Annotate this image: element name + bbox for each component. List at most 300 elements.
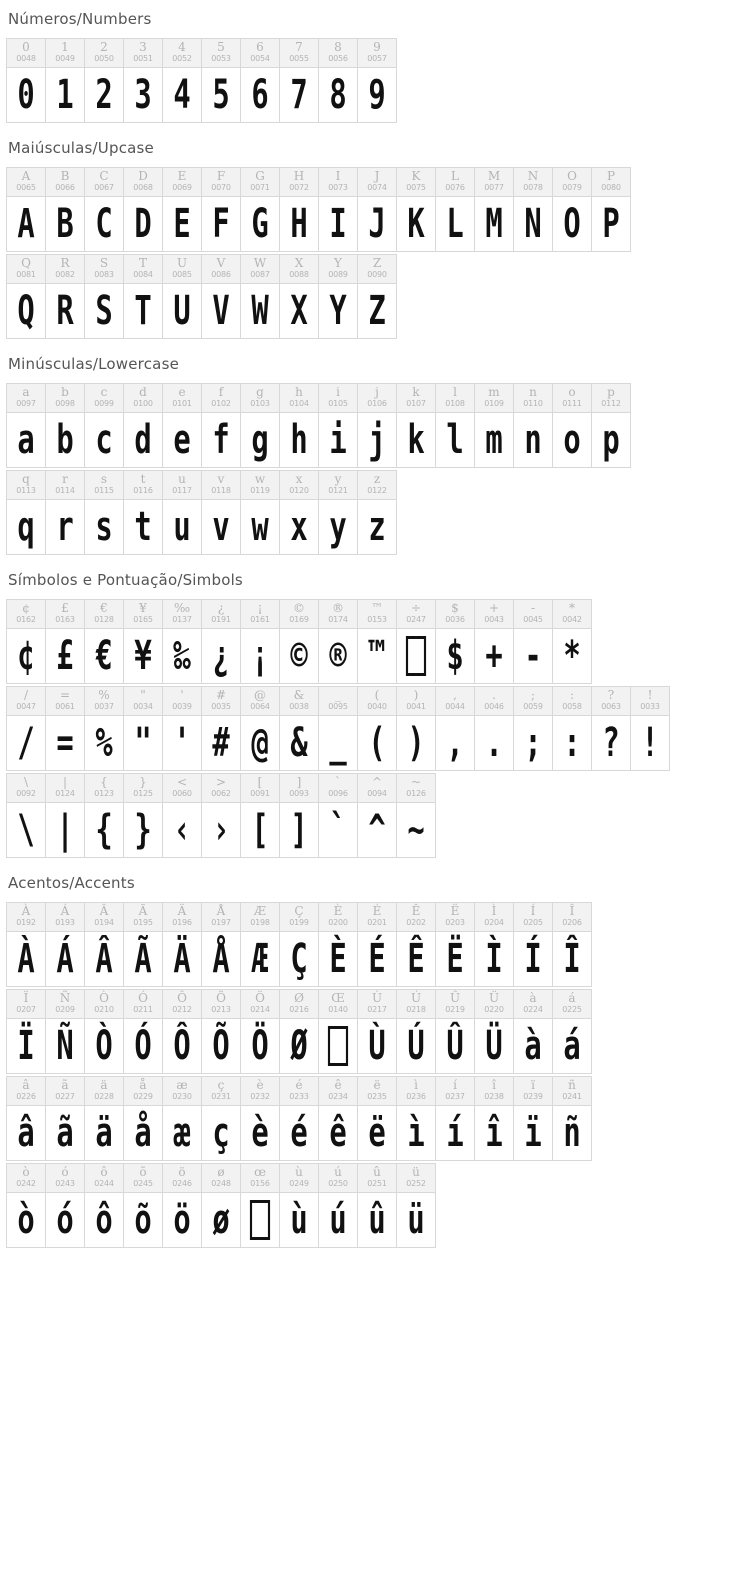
glyph-preview-char: J bbox=[368, 201, 386, 247]
glyph-cell[interactable] bbox=[45, 167, 85, 252]
glyph-preview-char: C bbox=[95, 201, 113, 247]
glyph-code-label: 0078 bbox=[523, 183, 543, 192]
glyph-preview bbox=[358, 803, 396, 857]
glyph-char-label: Ñ bbox=[59, 991, 71, 1005]
glyph-cell[interactable] bbox=[318, 989, 358, 1074]
glyph-cell[interactable] bbox=[123, 599, 163, 684]
glyph-cell[interactable] bbox=[591, 167, 631, 252]
glyph-preview bbox=[358, 1019, 396, 1073]
glyph-cell[interactable] bbox=[84, 902, 124, 987]
glyph-cell[interactable] bbox=[474, 989, 514, 1074]
glyph-preview bbox=[85, 803, 123, 857]
glyph-cell[interactable] bbox=[162, 989, 202, 1074]
glyph-cell[interactable] bbox=[474, 902, 514, 987]
glyph-cell[interactable] bbox=[6, 470, 46, 555]
glyph-cell[interactable] bbox=[357, 38, 397, 123]
glyph-cell[interactable] bbox=[357, 902, 397, 987]
glyph-header bbox=[85, 600, 123, 629]
glyph-cell[interactable] bbox=[279, 599, 319, 684]
glyph-char-label: A bbox=[21, 169, 31, 183]
glyph-cell[interactable] bbox=[396, 1163, 436, 1248]
glyph-cell[interactable] bbox=[84, 686, 124, 771]
glyph-cell[interactable] bbox=[240, 989, 280, 1074]
glyph-cell[interactable] bbox=[279, 686, 319, 771]
glyph-cell[interactable] bbox=[240, 470, 280, 555]
glyph-preview bbox=[280, 716, 318, 770]
glyph-cell[interactable] bbox=[279, 989, 319, 1074]
glyph-cell[interactable] bbox=[84, 989, 124, 1074]
glyph-cell[interactable] bbox=[201, 902, 241, 987]
glyph-preview bbox=[280, 629, 318, 683]
glyph-cell[interactable] bbox=[552, 989, 592, 1074]
glyph-preview bbox=[319, 629, 357, 683]
glyph-cell[interactable] bbox=[6, 686, 46, 771]
glyph-header bbox=[397, 1164, 435, 1193]
glyph-cell[interactable] bbox=[45, 254, 85, 339]
glyph-cell[interactable] bbox=[279, 773, 319, 858]
glyph-cell[interactable] bbox=[201, 254, 241, 339]
glyph-code-label: 0103 bbox=[250, 399, 270, 408]
glyph-header bbox=[319, 687, 357, 716]
glyph-cell[interactable] bbox=[435, 1076, 475, 1161]
glyph-cell[interactable] bbox=[513, 902, 553, 987]
glyph-cell[interactable] bbox=[123, 38, 163, 123]
glyph-cell[interactable] bbox=[552, 383, 592, 468]
glyph-cell[interactable] bbox=[396, 599, 436, 684]
glyph-cell[interactable] bbox=[84, 773, 124, 858]
glyph-cell[interactable] bbox=[396, 686, 436, 771]
glyph-code-label: 0128 bbox=[94, 615, 114, 624]
glyph-cell[interactable] bbox=[45, 599, 85, 684]
glyph-cell[interactable] bbox=[279, 254, 319, 339]
glyph-cell[interactable] bbox=[552, 902, 592, 987]
glyph-section bbox=[0, 864, 730, 1248]
glyph-cell[interactable] bbox=[123, 1163, 163, 1248]
glyph-code-label: 0083 bbox=[94, 270, 114, 279]
glyph-header bbox=[202, 255, 240, 284]
glyph-code-label: 0100 bbox=[133, 399, 153, 408]
glyph-cell[interactable] bbox=[84, 599, 124, 684]
glyph-char-label: ã bbox=[61, 1078, 69, 1092]
glyph-cell[interactable] bbox=[162, 773, 202, 858]
glyph-cell[interactable] bbox=[552, 599, 592, 684]
glyph-cell[interactable] bbox=[84, 167, 124, 252]
glyph-code-label: 0216 bbox=[289, 1005, 309, 1014]
glyph-cell[interactable] bbox=[357, 254, 397, 339]
glyph-cell[interactable] bbox=[396, 989, 436, 1074]
glyph-header bbox=[46, 903, 84, 932]
glyph-preview bbox=[358, 716, 396, 770]
glyph-row bbox=[6, 254, 730, 339]
glyph-header bbox=[319, 39, 357, 68]
glyph-preview-char: Y bbox=[329, 288, 347, 334]
glyph-preview bbox=[280, 197, 318, 251]
glyph-cell[interactable] bbox=[201, 1163, 241, 1248]
glyph-cell[interactable] bbox=[279, 1076, 319, 1161]
glyph-code-label: 0053 bbox=[211, 54, 231, 63]
glyph-header bbox=[46, 1164, 84, 1193]
glyph-cell[interactable] bbox=[240, 38, 280, 123]
glyph-cell[interactable] bbox=[552, 167, 592, 252]
glyph-cell[interactable] bbox=[201, 470, 241, 555]
glyph-header bbox=[319, 903, 357, 932]
glyph-cell[interactable] bbox=[123, 686, 163, 771]
glyph-char-label: ä bbox=[100, 1078, 108, 1092]
glyph-cell[interactable] bbox=[123, 902, 163, 987]
glyph-row bbox=[6, 599, 730, 684]
glyph-cell[interactable] bbox=[318, 902, 358, 987]
glyph-cell[interactable] bbox=[45, 383, 85, 468]
glyph-code-label: 0224 bbox=[523, 1005, 543, 1014]
glyph-cell[interactable] bbox=[6, 1163, 46, 1248]
glyph-preview bbox=[397, 197, 435, 251]
section-title: Maiúsculas/Upcase bbox=[8, 139, 154, 157]
glyph-preview bbox=[46, 803, 84, 857]
glyph-cell[interactable] bbox=[123, 383, 163, 468]
glyph-section bbox=[0, 129, 730, 339]
glyph-cell[interactable] bbox=[396, 902, 436, 987]
glyph-header bbox=[436, 687, 474, 716]
glyph-cell[interactable] bbox=[45, 38, 85, 123]
glyph-cell[interactable] bbox=[201, 599, 241, 684]
glyph-header bbox=[358, 903, 396, 932]
glyph-cell[interactable] bbox=[357, 1163, 397, 1248]
glyph-code-label: 0072 bbox=[289, 183, 309, 192]
glyph-cell[interactable] bbox=[162, 1076, 202, 1161]
glyph-char-label: Ê bbox=[411, 904, 421, 918]
glyph-preview bbox=[163, 413, 201, 467]
glyph-cell[interactable] bbox=[396, 1076, 436, 1161]
glyph-preview-char: { bbox=[95, 807, 113, 853]
glyph-char-label: S bbox=[99, 256, 109, 270]
glyph-preview bbox=[436, 1019, 474, 1073]
glyph-cell[interactable] bbox=[357, 167, 397, 252]
glyph-preview-char: ë bbox=[368, 1110, 386, 1156]
glyph-cell[interactable] bbox=[396, 167, 436, 252]
glyph-code-label: 0202 bbox=[406, 918, 426, 927]
glyph-cell[interactable] bbox=[6, 1076, 46, 1161]
glyph-cell[interactable] bbox=[6, 599, 46, 684]
glyph-cell[interactable] bbox=[318, 1076, 358, 1161]
glyph-char-label: Ã bbox=[138, 904, 148, 918]
section-title: Símbolos e Pontuação/Simbols bbox=[8, 571, 243, 589]
glyph-char-label: / bbox=[23, 688, 29, 702]
glyph-code-label: 0059 bbox=[523, 702, 543, 711]
glyph-preview bbox=[163, 803, 201, 857]
glyph-char-label: j bbox=[375, 385, 379, 399]
glyph-cell[interactable] bbox=[435, 902, 475, 987]
glyph-code-label: 0195 bbox=[133, 918, 153, 927]
glyph-char-label: 2 bbox=[100, 40, 108, 54]
glyph-cell[interactable] bbox=[513, 686, 553, 771]
glyph-cell[interactable] bbox=[45, 773, 85, 858]
glyph-code-label: 0102 bbox=[211, 399, 231, 408]
glyph-code-label: 0084 bbox=[133, 270, 153, 279]
glyph-cell[interactable] bbox=[591, 383, 631, 468]
glyph-cell[interactable] bbox=[45, 1163, 85, 1248]
glyph-preview-char: S bbox=[95, 288, 113, 334]
glyph-preview-char: ö bbox=[173, 1197, 191, 1243]
glyph-char-label: { bbox=[100, 775, 108, 789]
glyph-cell[interactable] bbox=[162, 38, 202, 123]
glyph-header bbox=[397, 384, 435, 413]
glyph-preview-char: Û bbox=[446, 1023, 464, 1069]
glyph-cell[interactable] bbox=[357, 773, 397, 858]
glyph-cell[interactable] bbox=[474, 599, 514, 684]
glyph-char-label: Æ bbox=[253, 904, 266, 918]
glyph-cell[interactable] bbox=[279, 167, 319, 252]
glyph-header bbox=[202, 384, 240, 413]
glyph-preview bbox=[7, 284, 45, 338]
glyph-cell[interactable] bbox=[240, 686, 280, 771]
glyph-preview-char: Ä bbox=[173, 936, 191, 982]
glyph-cell[interactable] bbox=[513, 383, 553, 468]
glyph-cell[interactable] bbox=[513, 1076, 553, 1161]
glyph-cell[interactable] bbox=[552, 1076, 592, 1161]
glyph-cell[interactable] bbox=[240, 1076, 280, 1161]
glyph-char-label: è bbox=[256, 1078, 264, 1092]
glyph-header bbox=[553, 168, 591, 197]
glyph-cell[interactable] bbox=[240, 167, 280, 252]
glyph-cell[interactable] bbox=[318, 38, 358, 123]
glyph-cell[interactable] bbox=[45, 686, 85, 771]
glyph-cell[interactable] bbox=[474, 167, 514, 252]
glyph-char-label: Ë bbox=[450, 904, 460, 918]
glyph-code-label: 0123 bbox=[94, 789, 114, 798]
glyph-cell[interactable] bbox=[162, 686, 202, 771]
glyph-cell[interactable] bbox=[435, 167, 475, 252]
glyph-preview bbox=[46, 68, 84, 122]
glyph-header bbox=[85, 903, 123, 932]
glyph-cell[interactable] bbox=[240, 1163, 280, 1248]
glyph-cell[interactable] bbox=[435, 599, 475, 684]
glyph-code-label: 0037 bbox=[94, 702, 114, 711]
glyph-cell[interactable] bbox=[279, 902, 319, 987]
glyph-header bbox=[436, 903, 474, 932]
glyph-header bbox=[319, 774, 357, 803]
glyph-cell[interactable] bbox=[357, 470, 397, 555]
glyph-preview-char: ó bbox=[56, 1197, 74, 1243]
glyph-header bbox=[319, 384, 357, 413]
glyph-cell[interactable] bbox=[162, 254, 202, 339]
glyph-preview-char: 1 bbox=[56, 72, 74, 118]
glyph-cell[interactable] bbox=[45, 470, 85, 555]
glyph-cell[interactable] bbox=[435, 383, 475, 468]
glyph-char-label: Ó bbox=[138, 991, 148, 1005]
glyph-preview bbox=[46, 1019, 84, 1073]
glyph-cell[interactable] bbox=[240, 599, 280, 684]
glyph-preview-char: V bbox=[212, 288, 230, 334]
glyph-cell[interactable] bbox=[201, 1076, 241, 1161]
glyph-cell[interactable] bbox=[162, 1163, 202, 1248]
glyph-cell[interactable] bbox=[240, 773, 280, 858]
glyph-char-label: Ç bbox=[294, 904, 304, 918]
glyph-cell[interactable] bbox=[123, 470, 163, 555]
glyph-preview-char: É bbox=[368, 936, 386, 982]
glyph-cell[interactable] bbox=[357, 1076, 397, 1161]
glyph-cell[interactable] bbox=[45, 902, 85, 987]
glyph-char-label: i bbox=[336, 385, 340, 399]
glyph-preview-char: Ê bbox=[407, 936, 425, 982]
glyph-cell[interactable] bbox=[279, 383, 319, 468]
glyph-cell[interactable] bbox=[240, 383, 280, 468]
glyph-cell[interactable] bbox=[318, 254, 358, 339]
glyph-cell[interactable] bbox=[6, 902, 46, 987]
glyph-code-label: 0233 bbox=[289, 1092, 309, 1101]
glyph-cell[interactable] bbox=[630, 686, 670, 771]
glyph-char-label: á bbox=[568, 991, 576, 1005]
glyph-cell[interactable] bbox=[162, 470, 202, 555]
glyph-preview bbox=[514, 716, 552, 770]
glyph-cell[interactable] bbox=[6, 38, 46, 123]
glyph-preview-char: ì bbox=[407, 1110, 425, 1156]
glyph-cell[interactable] bbox=[84, 38, 124, 123]
glyph-cell[interactable] bbox=[591, 686, 631, 771]
glyph-cell[interactable] bbox=[6, 254, 46, 339]
glyph-cell[interactable] bbox=[279, 38, 319, 123]
glyph-header bbox=[514, 687, 552, 716]
glyph-cell[interactable] bbox=[318, 167, 358, 252]
glyph-header bbox=[241, 990, 279, 1019]
glyph-cell[interactable] bbox=[318, 599, 358, 684]
glyph-cell[interactable] bbox=[240, 902, 280, 987]
glyph-cell[interactable] bbox=[474, 686, 514, 771]
glyph-cell[interactable] bbox=[474, 383, 514, 468]
glyph-header bbox=[202, 600, 240, 629]
glyph-preview-char: " bbox=[134, 720, 152, 766]
glyph-preview-char: Å bbox=[212, 936, 230, 982]
glyph-section bbox=[0, 561, 730, 858]
glyph-cell[interactable] bbox=[474, 1076, 514, 1161]
glyph-cell[interactable] bbox=[279, 470, 319, 555]
glyph-char-label: f bbox=[218, 385, 224, 399]
glyph-char-label: ¡ bbox=[257, 601, 263, 615]
glyph-char-label: s bbox=[100, 472, 108, 486]
glyph-cell[interactable] bbox=[357, 989, 397, 1074]
glyph-header bbox=[358, 39, 396, 68]
glyph-char-label: U bbox=[176, 256, 188, 270]
glyph-preview-char: R bbox=[56, 288, 74, 334]
glyph-code-label: 0252 bbox=[406, 1179, 426, 1188]
glyph-cell[interactable] bbox=[513, 599, 553, 684]
glyph-cell[interactable] bbox=[240, 254, 280, 339]
glyph-cell[interactable] bbox=[435, 686, 475, 771]
glyph-preview-char: _ bbox=[329, 720, 347, 766]
glyph-header bbox=[241, 903, 279, 932]
glyph-preview-char: & bbox=[290, 720, 308, 766]
glyph-cell[interactable] bbox=[123, 167, 163, 252]
glyph-code-label: 0125 bbox=[133, 789, 153, 798]
glyph-cell[interactable] bbox=[435, 989, 475, 1074]
glyph-cell[interactable] bbox=[123, 773, 163, 858]
glyph-cell[interactable] bbox=[162, 167, 202, 252]
glyph-cell[interactable] bbox=[357, 383, 397, 468]
glyph-cell[interactable] bbox=[201, 989, 241, 1074]
glyph-cell[interactable] bbox=[396, 773, 436, 858]
glyph-preview bbox=[553, 716, 591, 770]
glyph-cell[interactable] bbox=[162, 383, 202, 468]
glyph-preview-char: Ì bbox=[485, 936, 503, 982]
glyph-cell[interactable] bbox=[552, 686, 592, 771]
glyph-code-label: 0058 bbox=[562, 702, 582, 711]
glyph-preview bbox=[280, 1106, 318, 1160]
glyph-cell[interactable] bbox=[201, 38, 241, 123]
glyph-code-label: 0070 bbox=[211, 183, 231, 192]
glyph-cell[interactable] bbox=[123, 1076, 163, 1161]
glyph-header bbox=[7, 168, 45, 197]
glyph-code-label: 0226 bbox=[16, 1092, 36, 1101]
glyph-cell[interactable] bbox=[45, 1076, 85, 1161]
glyph-cell[interactable] bbox=[84, 383, 124, 468]
glyph-preview bbox=[7, 803, 45, 857]
glyph-preview-char: t bbox=[134, 504, 152, 550]
glyph-cell[interactable] bbox=[201, 167, 241, 252]
glyph-cell[interactable] bbox=[318, 686, 358, 771]
glyph-cell[interactable] bbox=[318, 470, 358, 555]
glyph-header bbox=[163, 471, 201, 500]
glyph-cell[interactable] bbox=[123, 254, 163, 339]
glyph-preview bbox=[631, 716, 669, 770]
glyph-cell[interactable] bbox=[396, 383, 436, 468]
glyph-cell[interactable] bbox=[123, 989, 163, 1074]
glyph-preview-char: N bbox=[524, 201, 542, 247]
glyph-code-label: 0156 bbox=[250, 1179, 270, 1188]
glyph-cell[interactable] bbox=[45, 989, 85, 1074]
glyph-char-label: K bbox=[411, 169, 421, 183]
glyph-header bbox=[163, 903, 201, 932]
glyph-preview-char: T bbox=[134, 288, 152, 334]
glyph-header bbox=[592, 687, 630, 716]
glyph-header bbox=[7, 1164, 45, 1193]
glyph-cell[interactable] bbox=[6, 167, 46, 252]
glyph-char-label: X bbox=[294, 256, 304, 270]
glyph-cell[interactable] bbox=[201, 773, 241, 858]
glyph-code-label: 0076 bbox=[445, 183, 465, 192]
glyph-cell[interactable] bbox=[6, 989, 46, 1074]
glyph-cell[interactable] bbox=[162, 902, 202, 987]
glyph-cell[interactable] bbox=[318, 773, 358, 858]
glyph-cell[interactable] bbox=[84, 1076, 124, 1161]
glyph-cell[interactable] bbox=[6, 383, 46, 468]
glyph-code-label: 0049 bbox=[55, 54, 75, 63]
glyph-cell[interactable] bbox=[318, 1163, 358, 1248]
glyph-cell[interactable] bbox=[84, 254, 124, 339]
glyph-preview-char: # bbox=[212, 720, 230, 766]
glyph-cell[interactable] bbox=[6, 773, 46, 858]
glyph-cell[interactable] bbox=[279, 1163, 319, 1248]
glyph-cell[interactable] bbox=[357, 686, 397, 771]
glyph-cell[interactable] bbox=[357, 599, 397, 684]
glyph-cell[interactable] bbox=[162, 599, 202, 684]
glyph-preview-char: å bbox=[134, 1110, 152, 1156]
glyph-cell[interactable] bbox=[84, 470, 124, 555]
glyph-char-label: ; bbox=[530, 688, 536, 702]
glyph-cell[interactable] bbox=[201, 686, 241, 771]
glyph-code-label: 0198 bbox=[250, 918, 270, 927]
glyph-cell[interactable] bbox=[513, 167, 553, 252]
glyph-cell[interactable] bbox=[84, 1163, 124, 1248]
glyph-char-label: t bbox=[140, 472, 146, 486]
glyph-char-label: 8 bbox=[334, 40, 342, 54]
glyph-cell[interactable] bbox=[513, 989, 553, 1074]
glyph-cell[interactable] bbox=[318, 383, 358, 468]
glyph-code-label: 0090 bbox=[367, 270, 387, 279]
glyph-preview-char: n bbox=[524, 417, 542, 463]
glyph-cell[interactable] bbox=[201, 383, 241, 468]
glyph-header bbox=[163, 687, 201, 716]
glyph-char-label: ™ bbox=[371, 601, 383, 615]
glyph-preview-char: - bbox=[524, 633, 542, 679]
